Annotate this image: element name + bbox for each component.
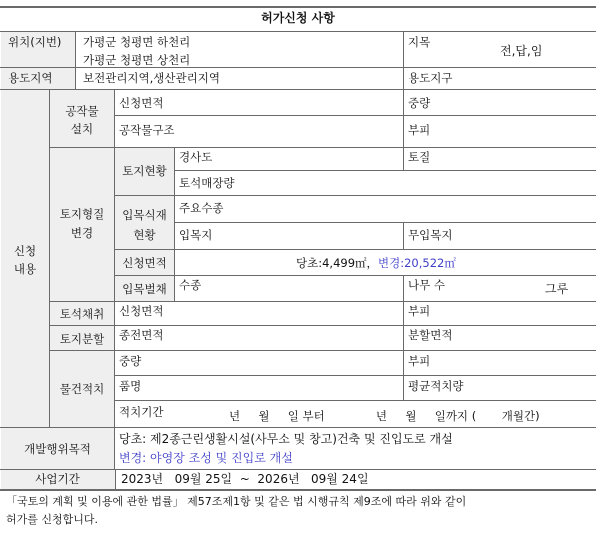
location-line-1: 가평군 청평면 하천리 <box>83 35 191 49</box>
purpose-line-2: 변경: 야영장 조성 및 진입로 개설 <box>119 451 293 465</box>
district-label: 용도지구 <box>408 71 453 85</box>
structure-use-label: 중량 <box>408 96 431 110</box>
land-status-label: 토지현황 <box>122 164 167 178</box>
rule <box>115 195 596 196</box>
table-bottom-border <box>0 489 596 491</box>
non-forest-land-label: 무입목지 <box>408 228 453 242</box>
rule <box>0 67 596 68</box>
rule <box>50 301 596 302</box>
purpose-line-1: 당초: 제2종근린생활시설(사무소 및 창고)건축 및 진입도로 개설 <box>119 432 453 446</box>
rule <box>75 31 76 89</box>
table-top-border <box>0 6 596 8</box>
main-species-label: 주요수종 <box>179 201 224 215</box>
rule <box>0 469 596 470</box>
structure-area-label: 신청면적 <box>119 96 164 110</box>
rule <box>403 31 404 89</box>
rule <box>115 375 596 376</box>
structure-kind-label: 공작물구조 <box>119 123 175 137</box>
rule <box>49 89 50 427</box>
rule <box>0 427 596 428</box>
rule <box>403 89 404 147</box>
planting-label-2: 현황 <box>133 228 156 242</box>
form-title: 허가신청 사항 <box>261 11 335 25</box>
soil-label: 토질 <box>408 150 431 164</box>
purpose-label: 개발행위목적 <box>24 442 91 456</box>
period-label: 사업기간 <box>35 472 80 486</box>
location-label: 위치(지번) <box>8 35 62 49</box>
label-cell-bg <box>50 89 114 427</box>
rule <box>0 89 596 90</box>
land-area-label: 신청면적 <box>122 256 167 270</box>
jimok-label: 지목 <box>408 35 431 49</box>
stone-volume-label: 부피 <box>408 304 431 318</box>
rule <box>174 147 175 301</box>
stone-area-label: 신청면적 <box>119 304 164 318</box>
rule <box>115 275 596 276</box>
storage-height-label: 평균적치량 <box>408 379 464 393</box>
area-changed: 변경:20,522㎡ <box>378 256 456 270</box>
rule <box>115 115 596 116</box>
stone-label: 토석채취 <box>59 307 105 321</box>
felling-label: 입목벌채 <box>122 282 167 296</box>
zone-label: 용도지역 <box>8 71 53 85</box>
rule <box>114 89 115 469</box>
storage-period-text: 년 월 일 부터 년 월 일까지 ( 개월간) <box>229 409 540 423</box>
area-separator: ， <box>366 256 379 270</box>
rule <box>0 31 596 32</box>
rule <box>403 275 404 301</box>
rule <box>115 469 116 489</box>
rule <box>115 249 596 250</box>
rule <box>403 301 404 400</box>
storage-volume-label: 부피 <box>408 354 431 368</box>
label-cell-bg <box>1 89 49 427</box>
rule <box>403 147 404 170</box>
period-value: 2023년 09월 25일 ~ 2026년 09월 24일 <box>121 472 369 486</box>
rule <box>174 222 596 223</box>
rule <box>50 350 596 351</box>
structure-label-1: 공작물 <box>65 104 99 118</box>
structure-label-2: 설치 <box>70 122 94 136</box>
rule <box>50 147 596 148</box>
rule <box>174 170 596 171</box>
division-total-label: 종전면적 <box>119 328 164 342</box>
content-label-2: 내용 <box>13 262 37 276</box>
storage-period-label: 적치기간 <box>119 405 164 419</box>
land-change-label-2: 변경 <box>70 226 94 240</box>
rule <box>403 222 404 249</box>
storage-weight-label: 중량 <box>119 354 142 368</box>
content-label-1: 신청 <box>13 244 37 258</box>
slope-label: 경사도 <box>179 150 213 164</box>
division-divided-label: 분할면적 <box>408 328 453 342</box>
storage-item-label: 품명 <box>119 379 142 393</box>
land-change-label-1: 토지형질 <box>59 207 105 221</box>
storage-label: 물건적치 <box>59 382 105 396</box>
zone-value: 보전관리지역,생산관리지역 <box>83 71 220 85</box>
footer-line-2: 허가를 신청합니다. <box>6 513 99 526</box>
felling-species-label: 수종 <box>179 278 202 292</box>
land-area-value <box>296 256 456 270</box>
rule <box>115 400 596 401</box>
location-line-2: 가평군 청평면 상천리 <box>83 53 191 67</box>
rule <box>50 325 596 326</box>
planting-label-1: 입목식재 <box>122 208 167 222</box>
division-label: 토지분할 <box>59 332 105 346</box>
jimok-value: 전,답,임 <box>500 44 543 58</box>
structure-volume-label: 부피 <box>408 123 431 137</box>
area-initial: 당초:4,499㎡ <box>296 256 367 270</box>
forest-land-label: 입목지 <box>179 228 213 242</box>
tree-count-label: 나무 수 <box>408 278 445 292</box>
footer-line-1: 「국토의 계획 및 이용에 관한 법률」 제57조제1항 및 같은 법 시행규칙 제9조에 따라 위와 같이 <box>6 495 467 508</box>
soil-reserve-label: 토석매장량 <box>179 176 235 190</box>
tree-count-unit: 그루 <box>545 282 569 296</box>
